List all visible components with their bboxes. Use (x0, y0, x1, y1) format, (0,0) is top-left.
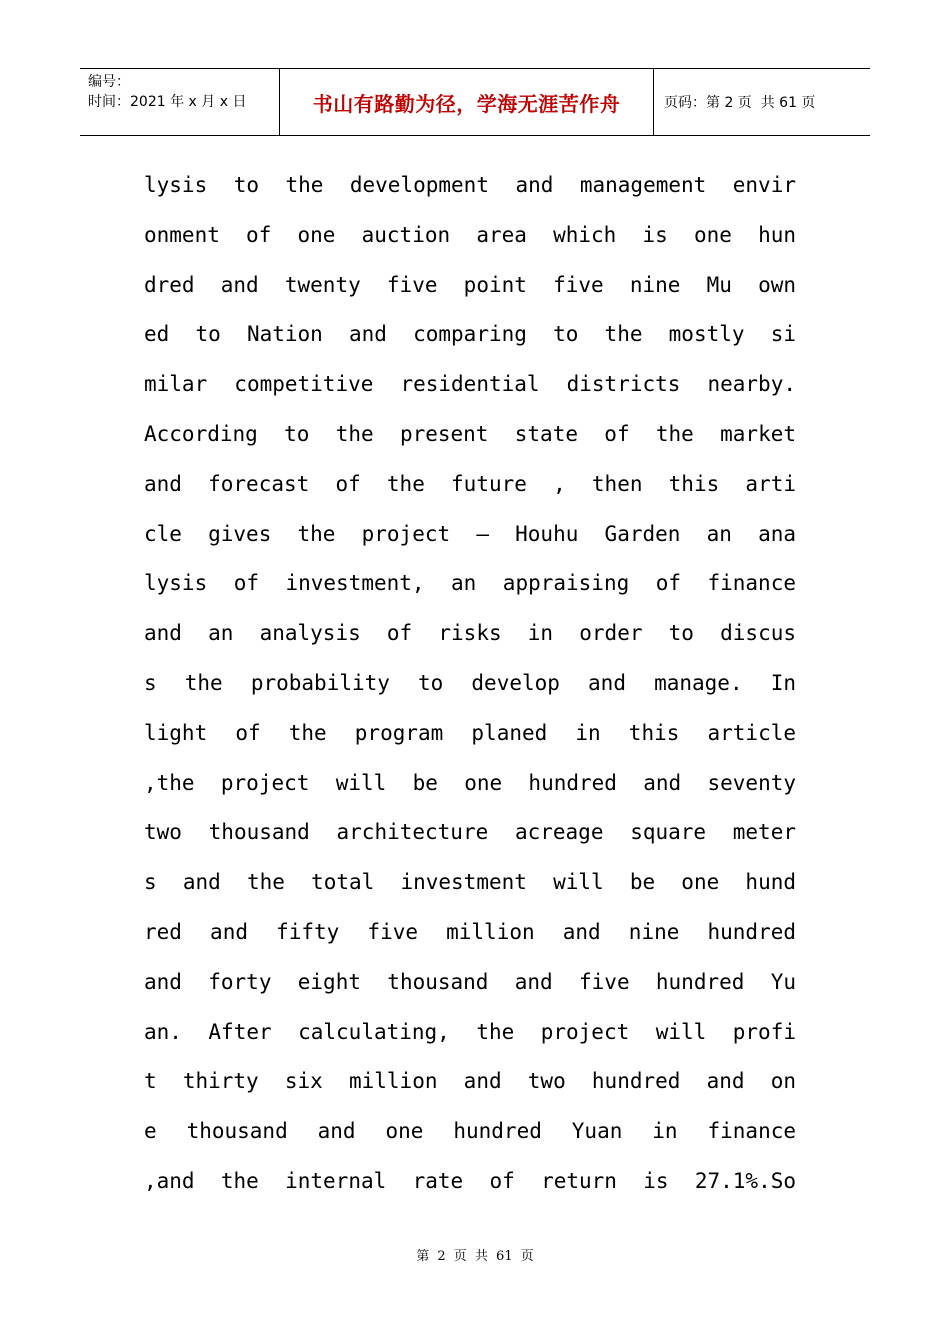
text-line: and forty eight thousand and five hundred Yu (144, 969, 796, 994)
page-footer: 第 2 页 共 61 页 (416, 1249, 534, 1264)
text-line: onment of one auction area which is one hun (144, 222, 796, 247)
text-line: and forecast of the future , then this arti (144, 471, 796, 496)
text-line: and an analysis of risks in order to discus (144, 621, 796, 646)
text-line: an. After calculating, the project will profi (144, 1019, 796, 1044)
header-page-info (654, 69, 870, 135)
header-page-number: 页码：第 2 页 共 61 页 (664, 95, 816, 111)
text-line: t thirty six million and two hundred and on (144, 1069, 796, 1094)
text-line: ,and the internal rate of return is 27.1%.So (144, 1168, 796, 1193)
text-line: lysis of investment, an appraising of finance (144, 571, 796, 596)
text-line: s the probability to develop and manage. In (144, 670, 796, 695)
text-line: red and fifty five million and nine hundred (144, 919, 796, 944)
text-line: dred and twenty five point five nine Mu own (144, 272, 796, 297)
page-header (80, 68, 870, 136)
text-line: ed to Nation and comparing to the mostly si (144, 322, 796, 347)
text-line: ,the project will be one hundred and seventy (144, 770, 796, 795)
document-number-label: 编号： (88, 74, 130, 90)
text-line: two thousand architecture acreage square meter (144, 820, 796, 845)
text-line: light of the program planed in this article (144, 720, 796, 745)
text-line: lysis to the development and management envir (144, 173, 796, 197)
text-line: According to the present state of the market (144, 421, 796, 446)
document-time-label: 时间：2021 年 x 月 x 日 (88, 94, 247, 110)
header-meta (80, 69, 280, 135)
text-line: e thousand and one hundred Yuan in finance (144, 1119, 796, 1144)
document-body (144, 161, 796, 1207)
text-line: s and the total investment will be one hund (144, 870, 796, 895)
header-motto: 书山有路勤为径，学海无涯苦作舟 (280, 69, 654, 135)
text-line: cle gives the project – Houhu Garden an ana (144, 521, 796, 546)
text-line: milar competitive residential districts nearby. (144, 372, 796, 397)
